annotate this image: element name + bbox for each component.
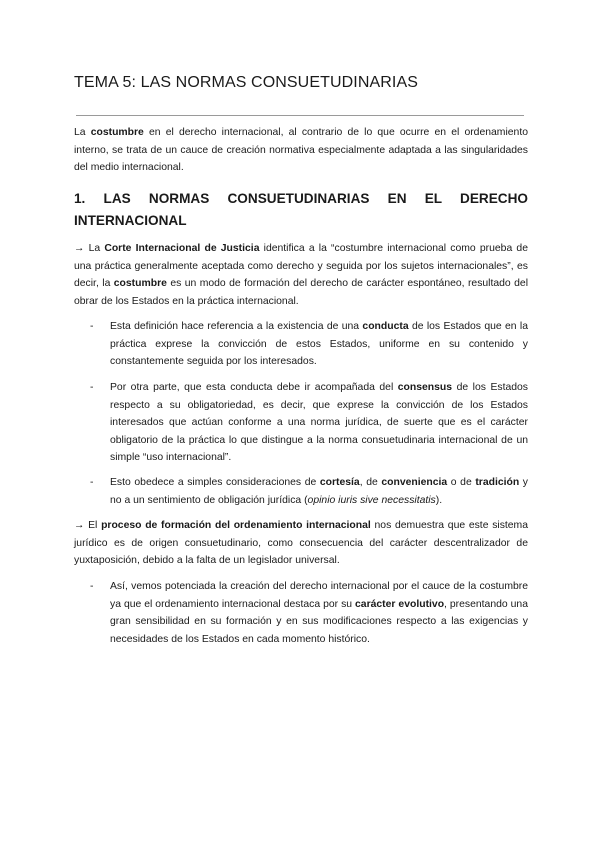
paragraph-corte <box>74 240 528 310</box>
bullet3-bold-tradicion: tradición <box>475 477 520 488</box>
title-divider <box>76 115 524 116</box>
bullet1-text-2: de los Estados que en la práctica exprese la convicción de estos Estados, uniforme en su contenido y constantemente seguida por los interesados. <box>110 321 528 368</box>
para1-bold-costumbre: costumbre <box>113 278 167 290</box>
para1-bold-corte: Corte Internacional de Justicia <box>104 243 260 254</box>
intro-paragraph <box>74 124 528 177</box>
bullet-item-cortesia <box>90 474 528 509</box>
arrow-icon: → <box>74 243 85 254</box>
bullet-item-conducta <box>90 318 528 371</box>
arrow-icon: → <box>74 520 85 531</box>
bullet2-text-2: de los Estados respecto a su obligatoriedad, es decir, que exprese la convicción de los Estados interesados que actúan conforme a una norma jurídica, de suerte que es el carácter obligatorio de la práctica lo que distingue a la norma consuetudinaria internacional de un simple “uso internacional”. <box>110 382 528 464</box>
intro-text-1: La <box>74 127 91 138</box>
section-heading-line-2: INTERNACIONAL <box>74 213 187 228</box>
intro-bold-costumbre: costumbre <box>90 127 144 138</box>
para1-text-1: La <box>84 243 105 254</box>
bullet3-text-2: , de <box>359 477 382 488</box>
bullet4-text-1: Así, vemos potenciada la creación del derecho internacional por el cauce de la costumbre ya que el ordenamiento internacional destaca por su <box>110 581 528 610</box>
bullet1-text-1: Esta definición hace referencia a la existencia de una <box>110 321 363 332</box>
bullet3-text-3: o de <box>447 477 476 488</box>
bullet-item-consensus <box>90 379 528 467</box>
bullet-text <box>110 578 528 648</box>
dash-marker: - <box>90 477 94 488</box>
bullet3-text-4: y no a un sentimiento de obligación jurídica ( <box>110 477 529 506</box>
dash-marker: - <box>90 581 94 592</box>
bullet-text <box>110 379 528 467</box>
para2-bold-proceso: proceso de formación del ordenamiento internacional <box>101 520 371 531</box>
section-heading-1 <box>74 188 528 232</box>
dash-marker: - <box>90 321 94 332</box>
bullet4-text-2: , presentando una gran sensibilidad en su formación y en sus modificaciones respecto a las exigencias y necesidades de los Estados en cada momento histórico. <box>110 598 528 645</box>
para2-text-1: El <box>84 520 102 531</box>
para1-text-2: identifica a la “costumbre internacional como prueba de una práctica generalmente aceptada como derecho y seguida por los sujetos internacionales”, es decir, la <box>74 243 528 290</box>
bullet3-text-1: Esto obedece a simples consideraciones de <box>110 477 320 488</box>
bullet3-bold-cortesia: cortesía <box>319 477 360 488</box>
section-heading-line-1: 1. LAS NORMAS CONSUETUDINARIAS EN EL DERECHO <box>74 191 528 206</box>
bullet2-text-1: Por otra parte, que esta conducta debe ir acompañada del <box>110 382 398 393</box>
bullet-text <box>110 474 528 509</box>
para1-text-3: es un modo de formación del derecho de carácter espontáneo, resultado del obrar de los Estados en la práctica internacional. <box>74 278 528 307</box>
bullet3-text-5: ). <box>435 494 443 506</box>
bullet4-bold: carácter evolutivo <box>355 598 445 610</box>
bullet3-bold-conveniencia: conveniencia <box>381 477 448 488</box>
bullet-item-evolutivo <box>90 578 528 648</box>
bullet-text <box>110 318 528 371</box>
bullet1-bold: conducta <box>362 321 409 332</box>
dash-marker: - <box>90 382 94 393</box>
paragraph-proceso <box>74 517 528 570</box>
bullet3-italic-opinio: opinio iuris sive necessitatis <box>307 494 436 506</box>
bullet2-bold: consensus <box>397 382 453 393</box>
intro-text-2: en el derecho internacional, al contrario de lo que ocurre en el ordenamiento interno, se trata de un cauce de creación normativa especialmente adaptada a las singularidades del medio internacional. <box>74 127 528 174</box>
page-title: TEMA 5: LAS NORMAS CONSUETUDINARIAS <box>74 74 419 91</box>
para2-text-2: nos demuestra que este sistema jurídico es de origen consuetudinario, como consecuencia del carácter descentralizador de yuxtaposición, debido a la falta de un legislador universal. <box>74 520 528 567</box>
